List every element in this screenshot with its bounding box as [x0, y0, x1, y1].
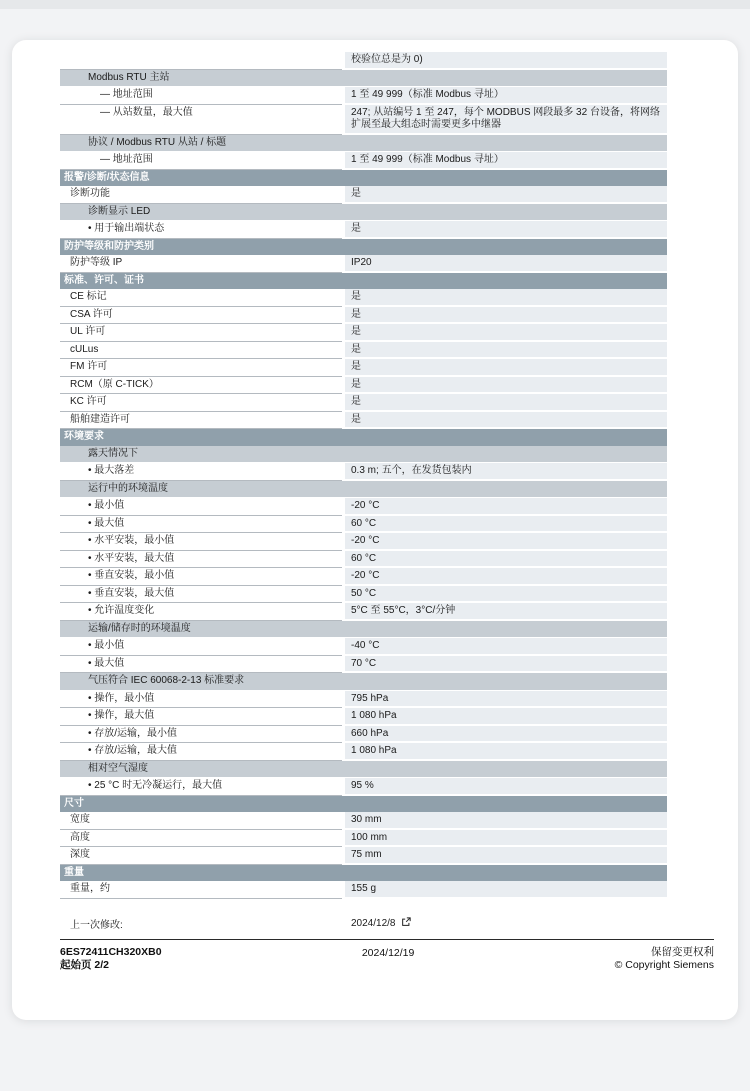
section-header-row [60, 429, 667, 446]
spec-label: • 存放/运输，最小值 [60, 726, 342, 744]
spec-label: cULus [60, 342, 342, 360]
footer-rule [60, 939, 714, 940]
subsection-header-row [60, 135, 667, 153]
spec-row [60, 255, 667, 273]
section-title: 标准、许可、证书 [60, 273, 667, 290]
spec-label: 重量，约 [60, 881, 342, 899]
datasheet-page [12, 40, 738, 1020]
spec-value: 是 [342, 342, 667, 360]
last-modified-date: 2024/12/8 [351, 917, 396, 929]
spec-row [60, 412, 667, 430]
external-link-icon[interactable] [401, 917, 411, 930]
spec-value: 5°C 至 55°C，3°C/分钟 [342, 603, 667, 621]
spec-row [60, 568, 667, 586]
subsection-title: Modbus RTU 主站 [60, 70, 667, 88]
spec-value: 30 mm [342, 812, 667, 830]
spec-value: 是 [342, 394, 667, 412]
spec-value: -20 °C [342, 568, 667, 586]
spec-row [60, 691, 667, 709]
spec-row [60, 186, 667, 204]
section-title: 防护等级和防护类别 [60, 239, 667, 256]
spec-value: 70 °C [342, 656, 667, 674]
spec-row [60, 342, 667, 360]
spec-row [60, 289, 667, 307]
spec-value: 795 hPa [342, 691, 667, 709]
spec-label: 宽度 [60, 812, 342, 830]
spec-label: FM 许可 [60, 359, 342, 377]
spec-label: — 地址范围 [60, 152, 342, 170]
spec-label: • 最大值 [60, 516, 342, 534]
spec-row [60, 377, 667, 395]
spec-row [60, 533, 667, 551]
subsection-header-row [60, 204, 667, 222]
spec-label: • 最小值 [60, 638, 342, 656]
spec-label: • 水平安装，最大值 [60, 551, 342, 569]
spec-value: -20 °C [342, 533, 667, 551]
spec-value: IP20 [342, 255, 667, 273]
section-title: 重量 [60, 865, 667, 882]
subsection-header-row [60, 70, 667, 88]
spec-value: 100 mm [342, 830, 667, 848]
spec-value: -20 °C [342, 498, 667, 516]
section-header-row [60, 273, 667, 290]
spec-value: 95 % [342, 778, 667, 796]
spec-row [60, 221, 667, 239]
spec-row [60, 778, 667, 796]
footer-rights-notice: 保留变更权利 [650, 946, 714, 958]
spec-row [60, 830, 667, 848]
last-modified-row [60, 916, 667, 931]
spec-value: 是 [342, 186, 667, 204]
spec-value: 75 mm [342, 847, 667, 865]
spec-value: 155 g [342, 881, 667, 899]
section-header-row [60, 796, 667, 813]
spec-row [60, 656, 667, 674]
spec-row [60, 324, 667, 342]
spec-row [60, 394, 667, 412]
spec-label: KC 许可 [60, 394, 342, 412]
section-header-row [60, 170, 667, 187]
subsection-title: 相对空气湿度 [60, 761, 667, 779]
spec-row [60, 551, 667, 569]
spec-value: -40 °C [342, 638, 667, 656]
subsection-header-row [60, 481, 667, 499]
subsection-header-row [60, 621, 667, 639]
footer-copyright: © Copyright Siemens [614, 959, 714, 971]
spec-value: 247; 从站编号 1 至 247，每个 MODBUS 网段最多 32 台设备，将网络扩展至最大组态时需要更多中继器 [342, 105, 667, 135]
spec-label: 船舶建造许可 [60, 412, 342, 430]
spec-label: • 允许温度变化 [60, 603, 342, 621]
spec-label: 防护等级 IP [60, 255, 342, 273]
spec-label: — 从站数量，最大值 [60, 105, 342, 135]
spec-row [60, 87, 667, 105]
spec-row [60, 463, 667, 481]
spec-value: 是 [342, 377, 667, 395]
subsection-header-row [60, 673, 667, 691]
spec-row [60, 359, 667, 377]
spec-value: 60 °C [342, 516, 667, 534]
spec-label: • 最大落差 [60, 463, 342, 481]
spec-row [60, 498, 667, 516]
spec-label: UL 许可 [60, 324, 342, 342]
section-title: 环境要求 [60, 429, 667, 446]
spec-label: RCM（原 C-TICK） [60, 377, 342, 395]
spec-row [60, 307, 667, 325]
spec-label: • 垂直安装，最大值 [60, 586, 342, 604]
spec-table-body [60, 52, 667, 899]
spec-table [60, 52, 667, 899]
subsection-title: 诊断显示 LED [60, 204, 667, 222]
spec-value: 1 080 hPa [342, 708, 667, 726]
footer-page-info: 起始页 2/2 [60, 959, 110, 971]
spec-value: 是 [342, 359, 667, 377]
spec-label: • 用于输出端状态 [60, 221, 342, 239]
subsection-title: 露天情况下 [60, 446, 667, 464]
spec-row [60, 516, 667, 534]
spec-value: 是 [342, 289, 667, 307]
spec-value: 1 080 hPa [342, 743, 667, 761]
spec-row [60, 812, 667, 830]
spec-label: • 操作，最小值 [60, 691, 342, 709]
subsection-title: 运行中的环境温度 [60, 481, 667, 499]
spec-label [60, 52, 342, 70]
spec-value: 0.3 m; 五个，在发货包装内 [342, 463, 667, 481]
viewer-chrome-top [0, 0, 750, 9]
spec-row [60, 708, 667, 726]
spec-label: 诊断功能 [60, 186, 342, 204]
spec-row [60, 743, 667, 761]
spec-value: 1 至 49 999（标准 Modbus 寻址） [342, 87, 667, 105]
spec-label: 深度 [60, 847, 342, 865]
subsection-header-row [60, 761, 667, 779]
spec-row [60, 105, 667, 135]
spec-value: 是 [342, 307, 667, 325]
spec-label: • 存放/运输，最大值 [60, 743, 342, 761]
spec-row [60, 152, 667, 170]
page-footer [60, 939, 714, 972]
footer-date: 2024/12/19 [361, 947, 415, 959]
spec-row [60, 638, 667, 656]
spec-value: 校验位总是为 0) [342, 52, 667, 70]
spec-value: 50 °C [342, 586, 667, 604]
spec-row [60, 881, 667, 899]
spec-label: CSA 许可 [60, 307, 342, 325]
spec-label: • 最大值 [60, 656, 342, 674]
last-modified-label: 上一次修改: [70, 919, 123, 931]
spec-row [60, 726, 667, 744]
section-header-row [60, 865, 667, 882]
section-header-row [60, 239, 667, 256]
spec-value: 是 [342, 221, 667, 239]
spec-label: 高度 [60, 830, 342, 848]
spec-value: 1 至 49 999（标准 Modbus 寻址） [342, 152, 667, 170]
spec-value: 60 °C [342, 551, 667, 569]
subsection-title: 运输/储存时的环境温度 [60, 621, 667, 639]
spec-label: • 最小值 [60, 498, 342, 516]
spec-label: CE 标记 [60, 289, 342, 307]
spec-row [60, 52, 667, 70]
subsection-header-row [60, 446, 667, 464]
spec-label: • 操作，最大值 [60, 708, 342, 726]
subsection-title: 气压符合 IEC 60068-2-13 标准要求 [60, 673, 667, 691]
spec-label: • 垂直安装，最小值 [60, 568, 342, 586]
spec-value: 660 hPa [342, 726, 667, 744]
footer-article-number: 6ES72411CH320XB0 [60, 946, 162, 958]
spec-value: 是 [342, 412, 667, 430]
spec-row [60, 603, 667, 621]
spec-value: 是 [342, 324, 667, 342]
spec-row [60, 586, 667, 604]
spec-row [60, 847, 667, 865]
section-title: 报警/诊断/状态信息 [60, 170, 667, 187]
spec-label: • 水平安装，最小值 [60, 533, 342, 551]
spec-label: • 25 °C 时无冷凝运行，最大值 [60, 778, 342, 796]
section-title: 尺寸 [60, 796, 667, 813]
spec-label: — 地址范围 [60, 87, 342, 105]
subsection-title: 协议 / Modbus RTU 从站 / 标题 [60, 135, 667, 153]
